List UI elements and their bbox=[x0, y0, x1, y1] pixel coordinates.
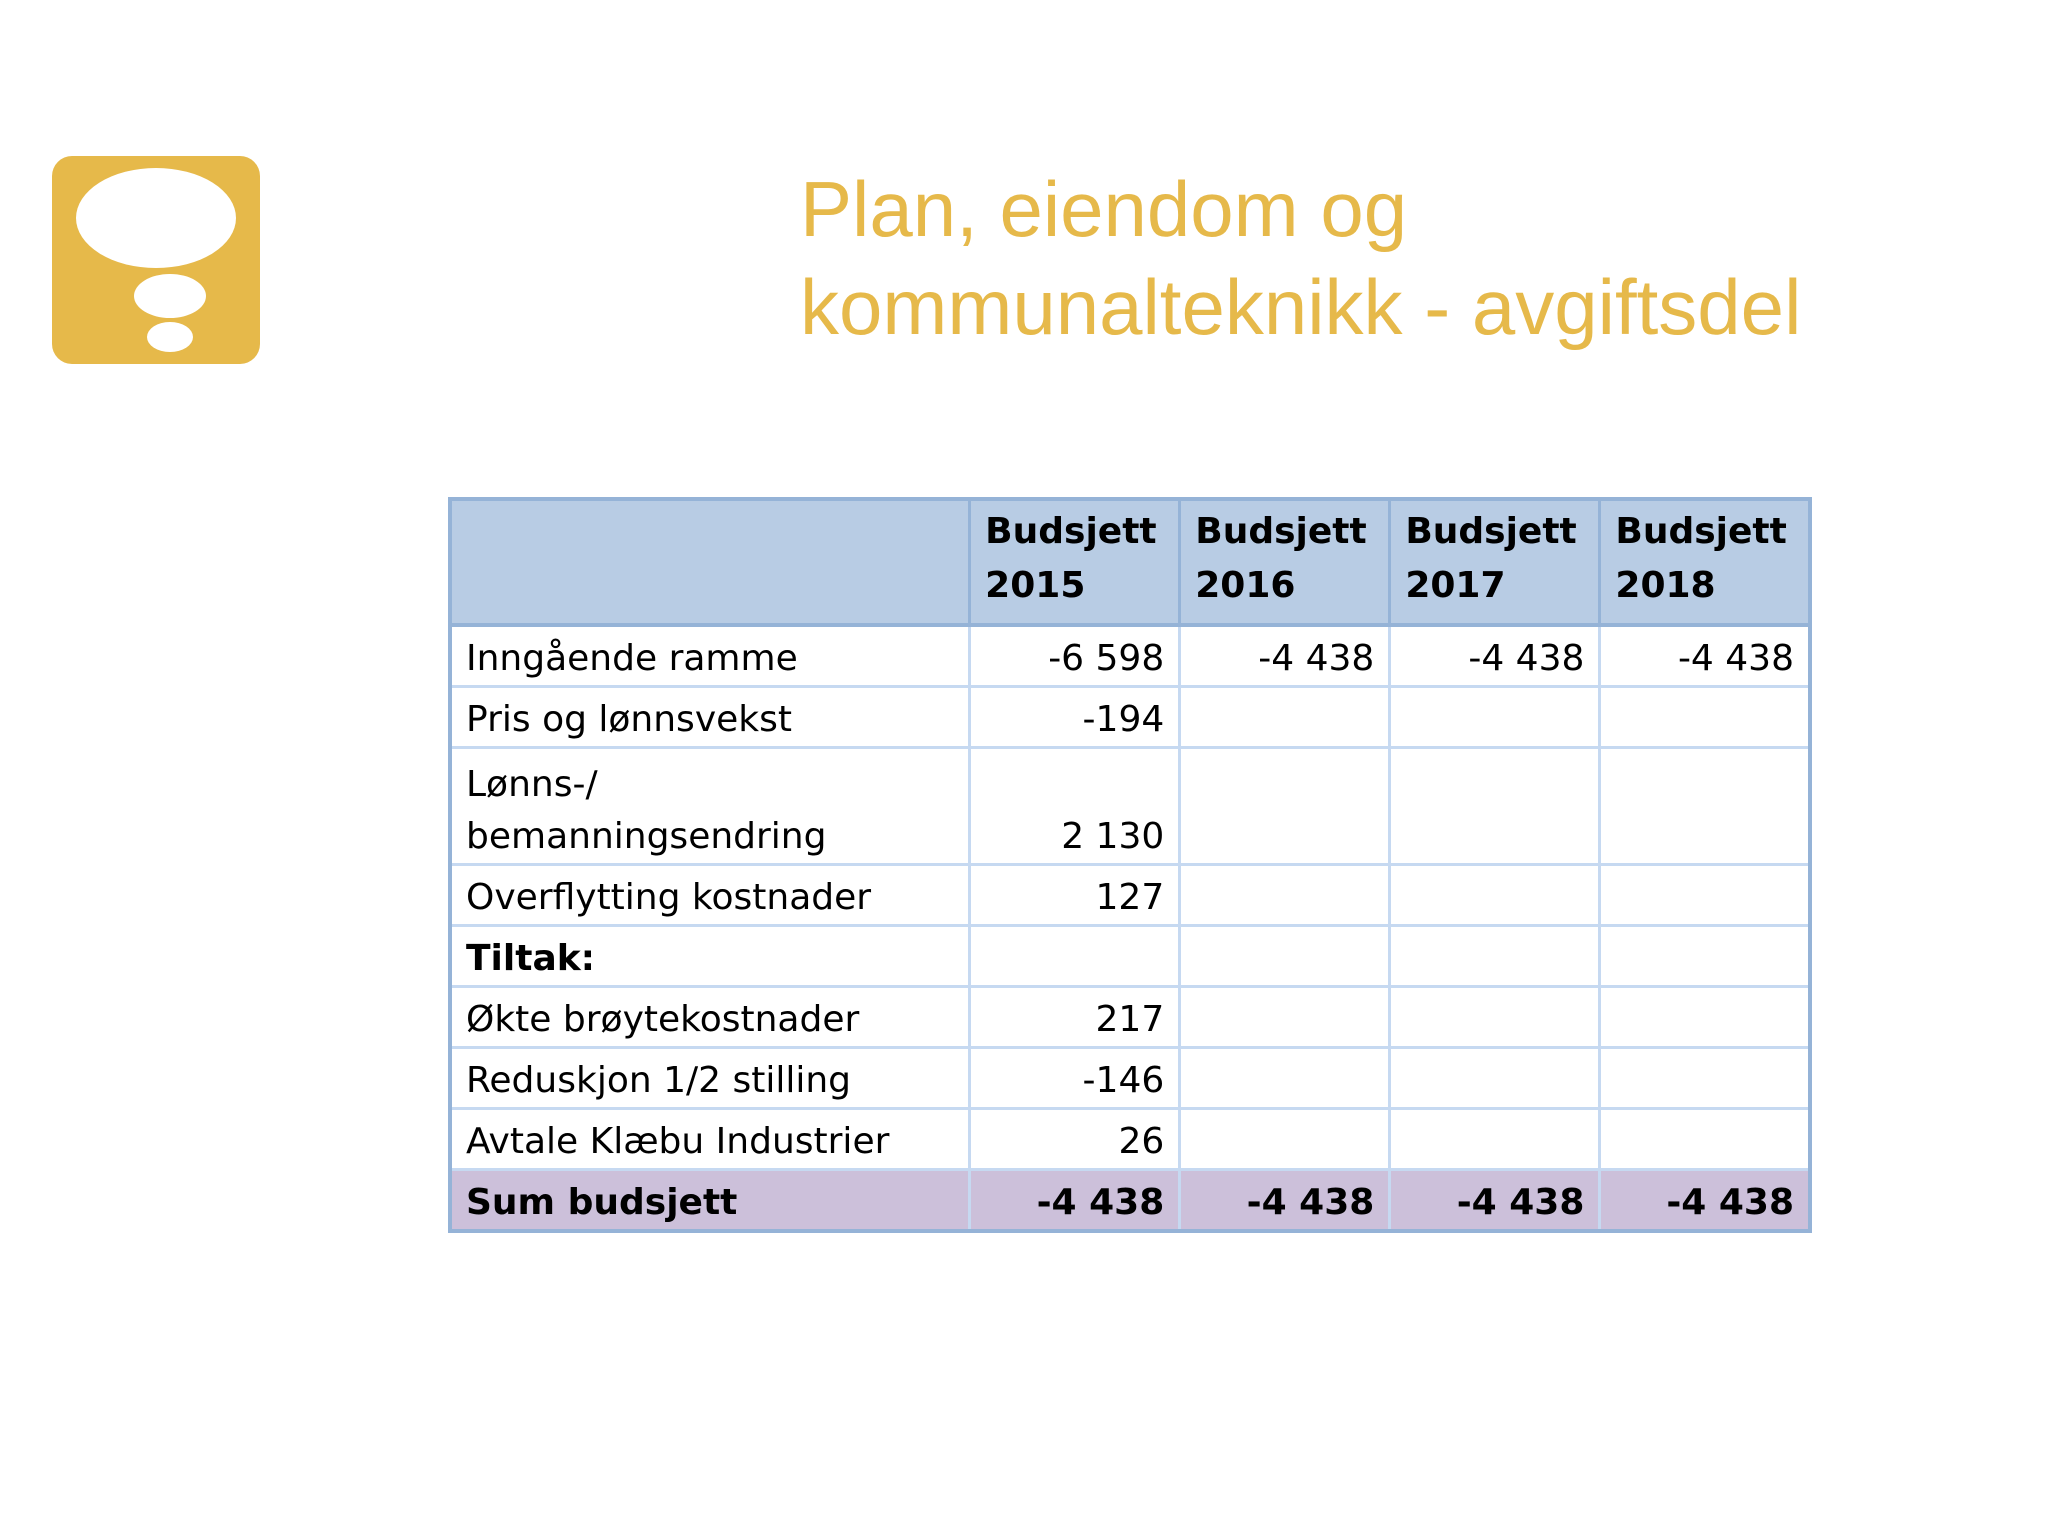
page-title bbox=[800, 160, 2000, 356]
cell-2016 bbox=[1180, 1109, 1390, 1170]
table-row bbox=[450, 1109, 1810, 1170]
table-row bbox=[450, 987, 1810, 1048]
budget-table bbox=[448, 497, 1812, 1233]
cell-2016 bbox=[1180, 1048, 1390, 1109]
cell-2018: -4 438 bbox=[1600, 625, 1810, 687]
cell-2016 bbox=[1180, 687, 1390, 748]
row-label: Inngående ramme bbox=[450, 625, 970, 687]
cell-2017 bbox=[1390, 1048, 1600, 1109]
cell-2015: -6 598 bbox=[970, 625, 1180, 687]
row-label: Pris og lønnsvekst bbox=[450, 687, 970, 748]
cell-2018 bbox=[1600, 987, 1810, 1048]
row-label: Lønns-/ bemanningsendring bbox=[450, 748, 970, 865]
header-cell-2017: Budsjett 2017 bbox=[1390, 499, 1600, 625]
table-row bbox=[450, 926, 1810, 987]
row-label: Reduskjon 1/2 stilling bbox=[450, 1048, 970, 1109]
cell-2018 bbox=[1600, 865, 1810, 926]
cell-2016: -4 438 bbox=[1180, 625, 1390, 687]
header-cell-empty bbox=[450, 499, 970, 625]
cell-2016 bbox=[1180, 926, 1390, 987]
logo bbox=[52, 156, 260, 364]
cell-2018 bbox=[1600, 1109, 1810, 1170]
cell-2015: -146 bbox=[970, 1048, 1180, 1109]
cell-2015: -4 438 bbox=[970, 1170, 1180, 1232]
cell-2016: -4 438 bbox=[1180, 1170, 1390, 1232]
cell-2017: -4 438 bbox=[1390, 625, 1600, 687]
table-row bbox=[450, 865, 1810, 926]
cell-2018 bbox=[1600, 1048, 1810, 1109]
header-cell-2016: Budsjett 2016 bbox=[1180, 499, 1390, 625]
cell-2017 bbox=[1390, 687, 1600, 748]
row-label: Avtale Klæbu Industrier bbox=[450, 1109, 970, 1170]
cell-2015: 217 bbox=[970, 987, 1180, 1048]
cell-2017 bbox=[1390, 748, 1600, 865]
thought-bubble-icon bbox=[52, 156, 260, 364]
cell-2017: -4 438 bbox=[1390, 1170, 1600, 1232]
table-row bbox=[450, 625, 1810, 687]
cell-2016 bbox=[1180, 987, 1390, 1048]
row-label: Økte brøytekostnader bbox=[450, 987, 970, 1048]
row-label: Overflytting kostnader bbox=[450, 865, 970, 926]
cell-2016 bbox=[1180, 748, 1390, 865]
table-row bbox=[450, 1048, 1810, 1109]
page-title-line-2: kommunalteknikk - avgiftsdel bbox=[800, 263, 1802, 351]
cell-2015 bbox=[970, 926, 1180, 987]
cell-2018 bbox=[1600, 926, 1810, 987]
cell-2015: 2 130 bbox=[970, 748, 1180, 865]
cell-2018: -4 438 bbox=[1600, 1170, 1810, 1232]
row-label: Tiltak: bbox=[450, 926, 970, 987]
cell-2017 bbox=[1390, 1109, 1600, 1170]
table-row bbox=[450, 748, 1810, 865]
cell-2016 bbox=[1180, 865, 1390, 926]
cell-2015: 26 bbox=[970, 1109, 1180, 1170]
header-row bbox=[450, 499, 1810, 625]
cell-2018 bbox=[1600, 748, 1810, 865]
cell-2017 bbox=[1390, 926, 1600, 987]
page-title-line-1: Plan, eiendom og bbox=[800, 165, 1408, 253]
cell-2017 bbox=[1390, 865, 1600, 926]
cell-2015: 127 bbox=[970, 865, 1180, 926]
header-cell-2018: Budsjett 2018 bbox=[1600, 499, 1810, 625]
header-cell-2015: Budsjett 2015 bbox=[970, 499, 1180, 625]
cell-2017 bbox=[1390, 987, 1600, 1048]
table-row bbox=[450, 687, 1810, 748]
cell-2015: -194 bbox=[970, 687, 1180, 748]
row-label: Sum budsjett bbox=[450, 1170, 970, 1232]
sum-row bbox=[450, 1170, 1810, 1232]
cell-2018 bbox=[1600, 687, 1810, 748]
